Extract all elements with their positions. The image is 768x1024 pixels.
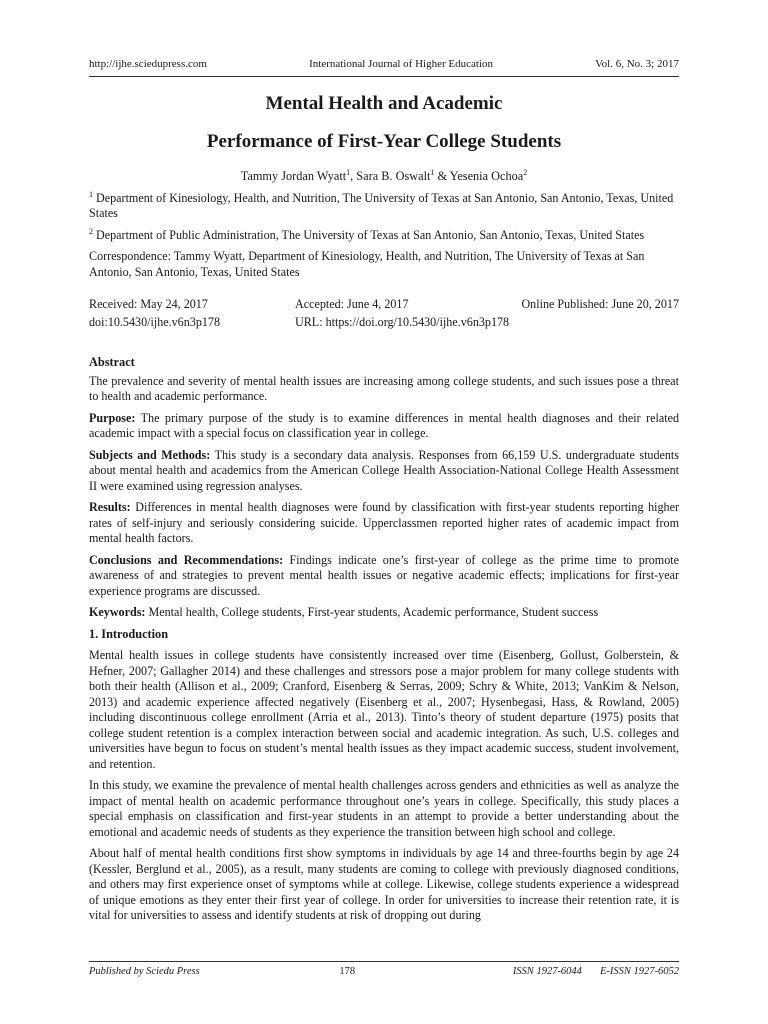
volume-info: Vol. 6, No. 3; 2017 bbox=[595, 58, 679, 70]
author-name: & Yesenia Ochoa bbox=[434, 169, 524, 183]
accepted-date: Accepted: June 4, 2017 bbox=[295, 297, 409, 311]
abstract-results: Results: Differences in mental health diagnoses were found by classification with first-year students reporting higher rates of self-injury and seriously considering suicide. Upperclassmen reported higher rates of academic impact from mental health factors. bbox=[89, 500, 679, 545]
journal-name: International Journal of Higher Education bbox=[309, 58, 493, 70]
author-affil-mark: 2 bbox=[523, 167, 528, 177]
introduction-heading: 1. Introduction bbox=[89, 626, 169, 641]
header-divider bbox=[89, 76, 679, 77]
affiliation-2: $^2$ Department of Public Administration, The University of Texas at San Antonio, San Antonio, Texas, United States bbox=[89, 226, 645, 242]
publisher: Published by Sciedu Press bbox=[89, 966, 200, 977]
issn-info bbox=[495, 966, 679, 977]
publication-dates bbox=[89, 297, 679, 330]
abstract-intro: The prevalence and severity of mental health issues are increasing among college students, and such issues pose a threat to health and academic performance. bbox=[89, 373, 679, 403]
correspondence: Correspondence: Tammy Wyatt, Department of Kinesiology, Health, and Nutrition, The University of Texas at San Antonio, San Antonio, Texas, United States bbox=[89, 249, 645, 279]
author-list bbox=[89, 169, 679, 185]
keywords: Keywords: Mental health, College students, First-year students, Academic performance, Student success bbox=[89, 605, 599, 619]
abstract-conclusions: Conclusions and Recommendations: Findings indicate one’s first-year of college as the prime time to promote awareness of and strategies to prevent mental health issues or negative academic effects; implications for first-year experience programs are discussed. bbox=[89, 552, 679, 598]
abstract-methods: Subjects and Methods: This study is a secondary data analysis. Responses from 66,159 U.S. undergraduate students about mental health and academics from the American College Health Association-National College Health Assessment II were examined using regression analyses. bbox=[89, 447, 680, 493]
intro-paragraph: Mental health issues in college students have consistently increased over time (Eisenberg, Gollust, Golberstein, & Hefner, 2007; Gallagher 2014) and these challenges and stressors pose a major problem for many college students with both their health (Allison et al., 2009; Cranford, Eisenberg & Serras, 2009; Schry & White, 2013; VanKim & Nelson, 2013) and academic experience affected negatively (Eisenberg et al., 2007; Hysenbegasi, Hass, & Rowland, 2005) including discontinuous college enrollment (Arria et al., 2013). Tinto’s theory of student departure (1975) posits that college student retention is a complex interaction between social and academic integration. As such, U.S. colleges and universities have begun to focus on student’s mental health issues as they impact academic success, student involvement, and retention. bbox=[89, 648, 679, 771]
abstract-heading: Abstract bbox=[89, 355, 135, 369]
issn: ISSN 1927-6044 bbox=[512, 966, 582, 977]
footer-divider bbox=[89, 961, 679, 962]
page-footer bbox=[89, 966, 679, 977]
intro-paragraph: In this study, we examine the prevalence of mental health challenges across genders and ethnicities as well as analyze the impact of mental health on academic performance throughout one’s years in college. Specifically, this study places a special emphasis on classification and first-year students in an attempt to provide a better understanding about the emotional and academic needs of students as they experience the transition between high school and college. bbox=[89, 778, 679, 839]
doi-url[interactable]: URL: https://doi.org/10.5430/ijhe.v6n3p178 bbox=[295, 314, 510, 329]
author-name: Tammy Jordan Wyatt bbox=[240, 169, 347, 183]
page-number: 178 bbox=[339, 966, 356, 977]
intro-paragraph: About half of mental health conditions first show symptoms in individuals by age 14 and three-fourths begin by age 24 (Kessler, Berglund et al., 2005), as a result, many students are coming to college with previously diagnosed conditions, and others may first experience onset of symptoms while at college. Likewise, college students experience a widespread of unique emotions as they enter their first year of college. In order for universities to increase their retention rate, it is vital for universities to assess and identify students at risk of dropping out during bbox=[89, 846, 679, 922]
received-date: Received: May 24, 2017 bbox=[89, 297, 208, 311]
abstract-purpose: Purpose: The primary purpose of the study is to examine differences in mental health diagnoses and their related academic impact with a special focus on classification year in college. bbox=[89, 410, 679, 440]
author-name: , Sara B. Oswalt bbox=[350, 169, 431, 183]
affiliations bbox=[89, 191, 679, 281]
article-title-line-1: Mental Health and Academic bbox=[265, 93, 503, 114]
author-affil-mark: 1 bbox=[346, 167, 351, 177]
running-header bbox=[89, 58, 679, 74]
author-affil-mark: 1 bbox=[430, 167, 435, 177]
affiliation-1: $^1$ Department of Kinesiology, Health, and Nutrition, The University of Texas at San Antonio, San Antonio, Texas, United States bbox=[89, 189, 674, 220]
eissn: E-ISSN 1927-6052 bbox=[599, 966, 679, 977]
article-body bbox=[89, 92, 679, 930]
article-title-line-2: Performance of First-Year College Students bbox=[206, 131, 562, 152]
doi[interactable]: doi:10.5430/ijhe.v6n3p178 bbox=[89, 314, 221, 329]
journal-url[interactable]: http://ijhe.sciedupress.com bbox=[89, 58, 207, 70]
published-date: Online Published: June 20, 2017 bbox=[521, 297, 679, 311]
